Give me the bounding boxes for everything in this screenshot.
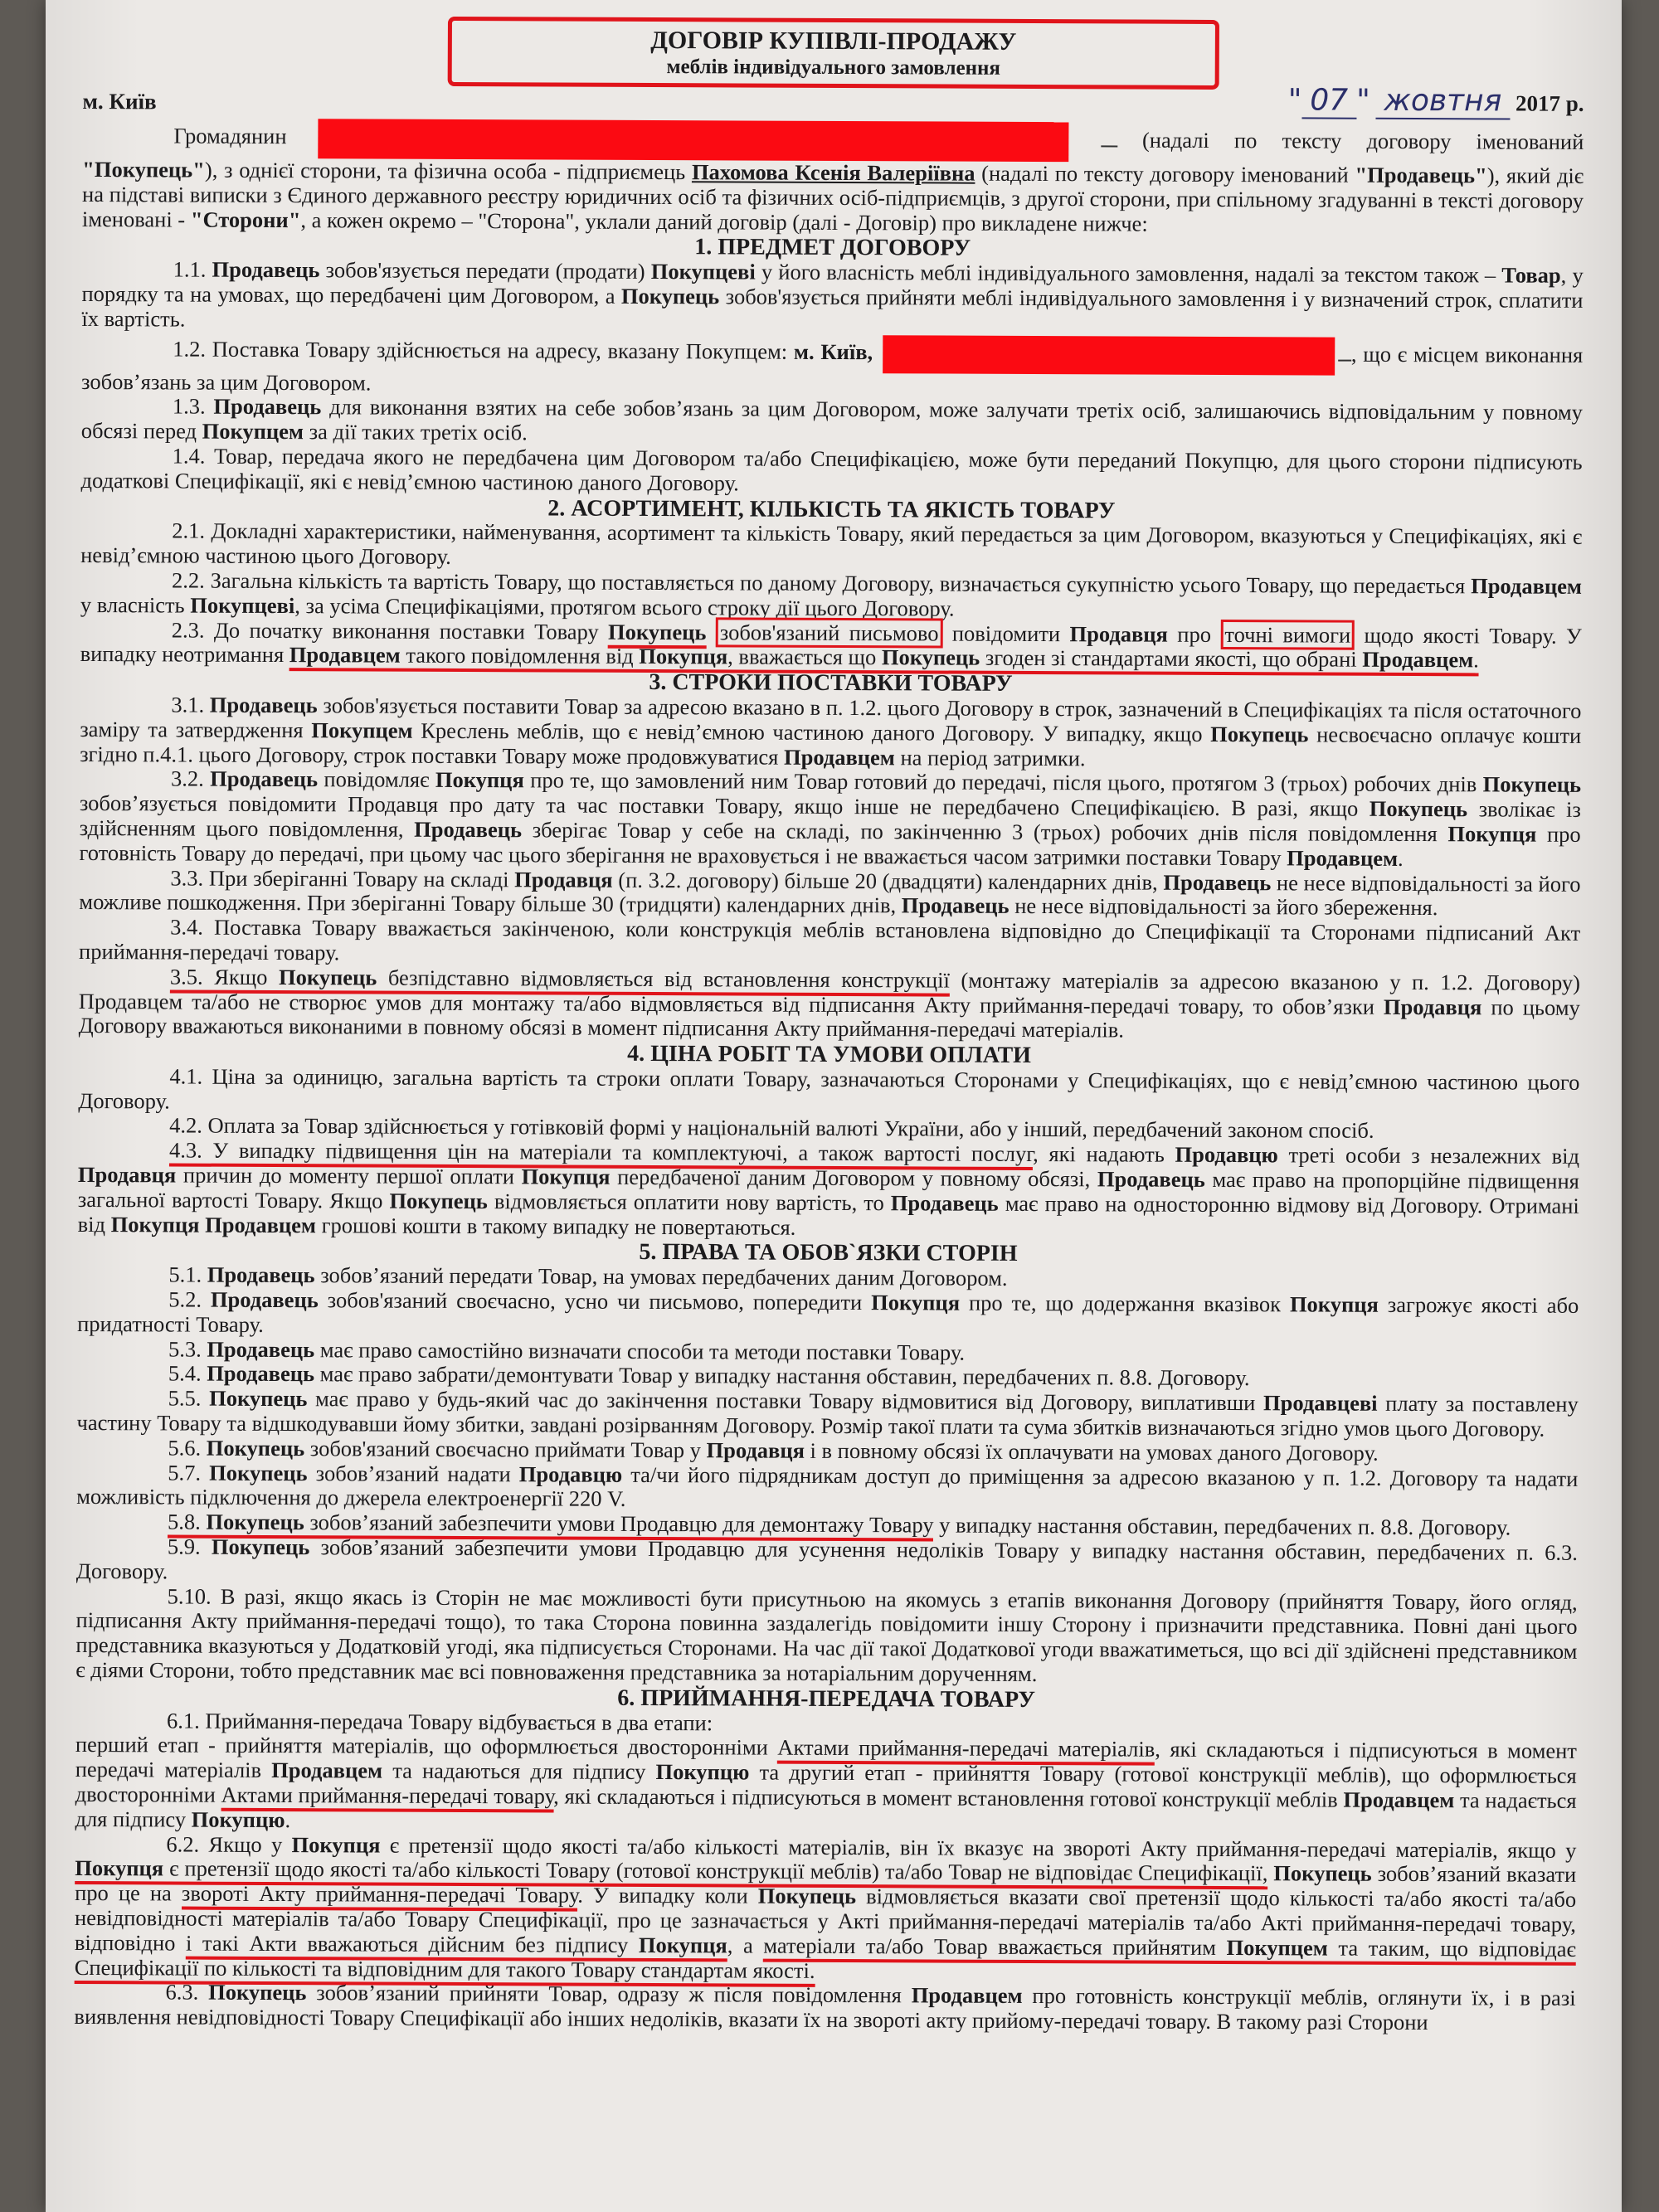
redacted-address [883,335,1335,375]
redacted-buyer-name [319,119,1069,162]
clause-5-9: 5.9. Покупець зобов’язаний забезпечити умови Продавцю для усунення недоліків Товару у випадку настання обставин, передбачених п. 6.3. Договору. [75,1534,1578,1584]
clause-1-1: 1.1. Продавець зобов'язується передати (продати) Покупцеві у його власність меблі індивідуального замовлення, надалі за текстом також – Товар, у порядку та на умовах, що передбачені цим Договором, а Покупець зобов'язується прийняти меблі індивідуального замовлення і у визначений строк, сплатити їх вартість. [81,256,1584,332]
clause-6-1: 6.1. Приймання-передача Товару відбувається в два етапи: [166,1708,713,1735]
clause-6-3: 6.3. Покупець зобов’язаний прийняти Товар, одразу ж після повідомлення Продавцем про готовність конструкції меблів, оглянути їх, і в разі виявлення невідповідності Товару Специфікації або інших недоліків, вказати їх на звороті акту прийому-передачі товару. В такому разі Сторони [74,1979,1576,2035]
highlight-box-in-writing: зобов'язаний письмово [716,617,943,648]
section-2-heading: 2. АСОРТИМЕНТ, КІЛЬКІСТЬ ТА ЯКІСТЬ ТОВАРУ [547,495,1116,523]
date-year: 2017 р. [1515,90,1584,116]
title-highlight-box [448,17,1219,90]
clause-6-1-stages: перший етап - прийняття матеріалів, що оформлюється двосторонніми Актами приймання-передачі матеріалів, які складаються і підписуються в момент передачі матеріалів Продавцем та надаються для підпису Покупцю та другий етап - прийняття Товару (готової конструкції меблів), що оформлюється двосторонніми Актами приймання-передачі товару, які складаються і підписуються в момент встановлення готової конструкції меблів Продавцем та надається для підпису Покупцю. [75,1732,1577,1832]
clause-3-4: 3.4. Поставка Товару вважається закінченою, коли конструкція меблів встановлена відповідно до Специфікації та Сторонами підписаний Акт приймання-передачі товару. [79,914,1581,965]
date-month: жовтня [1375,84,1510,120]
clause-2-2: 2.2. Загальна кількість та вартість Товару, що поставляється по даному Договору, визначається сукупністю усього Товару, що передається Продавцем у власність Покупцеві, за усіма Специфікаціями, протягом всього строку дії цього Договору. [80,567,1583,621]
clause-6-2: 6.2. Якщо у Покупця є претензії щодо якості та/або кількості матеріалів, він їх вказує на звороті Акту приймання-передачі матеріалів, якщо у Покупця є претензії щодо якості та/або кількості Товару (готової конструкції меблів) та/або Товар не відповідає Специфікації, Покупець зобов’язаний вказати про це на звороті Акту приймання-передачі Товару. У випадку коли Покупець відмовляється вказати свої претензії щодо кількості та/або якості та/або невідповідності матеріалів та/або Товару Специфікації, про це зазначається у Акті приймання-передачі матеріалів та/або Акті приймання-передачі товару, відповідно і такі Акти вважаються дійсним без підпису Покупця, а матеріали та/або Товар вважається прийнятим Покупцем та таким, що відповідає Специфікації по кількості та відповідним для такого Товару стандартам якості. [75,1832,1577,1987]
clause-1-2: 1.2. Поставка Товару здійснюється на адресу, вказану Покупцем: м. Київ, , що є місцем виконання зобов’язань за цим Договором. [81,336,1584,396]
clause-5-1: 5.1. Продавець зобов’язаний передати Товар, на умовах передбачених даним Договором. [168,1262,1008,1291]
clause-5-6: 5.6. Покупець зобов'язаний своєчасно приймати Товар у Продавця і в повному обсязі їх оплачувати на умовах даного Договору. [168,1435,1379,1466]
clause-3-5: 3.5. Якщо Покупець безпідставно відмовляється від встановлення конструкції (монтажу матеріалів за адресою вказаною у п. 1.2. Договору) Продавцем та/або не створює умов для монтажу та/або відмовляється від підписання Акту приймання-передачі товару, то обов’язки Продавця по цьому Договору вважаються виконаними в повному обсязі в момент підписання Акту приймання-передачі матеріалів. [78,964,1581,1043]
seller-name: Пахомова Ксенія Валеріївна [691,159,975,186]
clause-5-10: 5.10. В разі, якщо якась із Сторін не має можливості бути присутньою на якомусь з етапів виконання Договору (прийняття Товару, його огляд, підписання Акту приймання-передачі тощо), то така Сторона повинна заздалегідь повідомити іншу Сторону і призначити представника. Повні дані цього представника вказуються у Додатковій угоді, яка підписується Сторонами. На час дії такої Додаткової угоди вважатиметься, що всі дії здійснені представником є діями Сторони, тобто представник має всі повноваження представника за нотаріальним дорученням. [75,1583,1578,1687]
clause-2-1: 2.1. Докладні характеристики, найменування, асортимент та кількість Товару, який передається за цим Договором, вказуються у Специфікаціях, які є невід’ємною частиною цього Договору. [80,518,1583,570]
contract-text [74,15,1584,2036]
preamble: Громадянин (надалі по тексту договору іменований "Покупець"), з однієї сторони, та фізична особа - підприємець Пахомова Ксенія Валеріївна (надалі по тексту договору іменований "Продавець"), який діє на підставі виписки з Єдиного державного реєстру юридичних осіб та фізичних осіб-підприємців, з другої сторони, при спільному згадуванні в тексті договору іменовані - "Сторони", а кожен окремо – "Сторона", уклали даний договір (далі - Договір) про викладене нижче: [82,118,1584,238]
section-6-heading: 6. ПРИЙМАННЯ-ПЕРЕДАЧА ТОВАРУ [617,1685,1036,1713]
section-3-heading: 3. СТРОКИ ПОСТАВКИ ТОВАРУ [649,669,1013,698]
section-4-heading: 4. ЦІНА РОБІТ ТА УМОВИ ОПЛАТИ [627,1040,1032,1069]
clause-4-2: 4.2. Оплата за Товар здійснюється у готівковій формі у національній валюті України, або у інший, передбачений законом спосіб. [169,1112,1374,1144]
clause-5-4: 5.4. Продавець має право забрати/демонтувати Товар у випадку настання обставин, передбачених п. 8.8. Договору. [168,1360,1250,1391]
section-5-heading: 5. ПРАВА ТА ОБОВ`ЯЗКИ СТОРІН [639,1239,1018,1267]
highlight-box-exact-requirements: точні вимоги [1220,620,1355,650]
contract-subtitle: меблів індивідуального замовлення [666,56,1001,80]
clause-4-3: 4.3. У випадку підвищення цін на матеріали та комплектуючі, а також вартості послуг, які надають Продавцю треті особи з незалежних від Продавця причин до моменту першої оплати Покупця передбаченої даним Договором у повному обсязі, Продавець має право на пропорційне підвищення загальної вартості Товару. Якщо Покупець відмовляється оплатити нову вартість, то Продавець має право на односторонню відмову від Договору. Отримані від Покупця Продавцем грошові кошти в такому випадку не повертаються. [77,1137,1580,1240]
clause-2-3: 2.3. До початку виконання поставки Товару Покупець зобов'язаний письмово повідомити Продавця про точні вимоги щодо якості Товару. У випадку неотримання Продавцем такого повідомлення від Покупця, вважається що Покупець згоден зі стандартами якості, що обрані Продавцем. [80,618,1582,673]
clause-3-2: 3.2. Продавець повідомляє Покупця про те, що замовлений ним Товар готовий до передачі, після цього, протягом 3 (трьох) робочих днів Покупець зобов’язується повідомити Продавця про дату та час поставки Товару, якщо інше не передбачено Специфікацією. В разі, якщо Покупець зволікає із здійсненням цього повідомлення, Продавець зберігає Товар у себе на складі, по закінченню 3 (трьох) робочих днів після повідомлення Покупця про готовність Товару до передачі, при цьому час цього зберігання не враховується і не вважається часом затримки поставки Товару Продавцем. [79,766,1582,871]
clause-3-1: 3.1. Продавець зобов'язується поставити Товар за адресою вказано в п. 1.2. цього Договору в строк, зазначений в Специфікаціях та після остаточного заміру та затвердження Покупцем Креслень меблів, що є невід’ємною частиною даного Договору. У випадку, якщо Покупець несвоєчасно оплачує кошти згідно п.4.1. цього Договору, строк поставки Товару може продовжуватися Продавцем на період затримки. [80,692,1582,771]
contract-date: " 07 " жовтня 2017 р. [1288,88,1584,116]
clause-1-4: 1.4. Товар, передача якого не передбачена цим Договором та/або Специфікацією, може бути переданий Покупцю, для цього сторони підписують додаткові Специфікації, які є невід’ємною частиною даного Договору. [80,443,1583,496]
clause-5-7: 5.7. Покупець зобов’язаний надати Продавцю та/чи його підрядникам доступ до приміщення за адресою вказаною у п. 1.2. Договору та надати можливість підключення до джерела електроенергії 220 V. [76,1460,1579,1512]
date-day: 07 [1301,83,1356,119]
clause-1-3: 1.3. Продавець для виконання взятих на себе зобов’язань за цим Договором, може залучати третіх осіб, залишаючись відповідальним у повному обсязі перед Покупцем за дії таких третіх осіб. [80,393,1584,445]
clause-4-1: 4.1. Ціна за одиницю, загальна вартість та строки оплати Товару, зазначаються Сторонами у Специфікаціях, що є невід’ємною частиною цього Договору. [78,1063,1580,1114]
clause-5-8: 5.8. Покупець зобов’язаний забезпечити умови Продавцю для демонтажу Товару у випадку настання обставин, передбачених п. 8.8. Договору. [168,1509,1511,1540]
section-1-heading: 1. ПРЕДМЕТ ДОГОВОРУ [694,234,971,262]
contract-page [46,0,1622,2212]
clause-5-3: 5.3. Продавець має право самостійно визначати способи та методи поставки Товару. [168,1336,966,1365]
clause-5-2: 5.2. Продавець зобов'язаний своєчасно, усно чи письмово, попередити Покупця про те, що додержання вказівок Покупця загрожує якості або придатності Товару. [77,1286,1579,1337]
clause-3-3: 3.3. При зберіганні Товару на складі Продавця (п. 3.2. договору) більше 20 (двадцяти) календарних днів, Продавець не несе відповідальності за його можливе пошкодження. При зберіганні Товару більше 30 (тридцяти) календарних днів, Продавець не несе відповідальності за його збереження. [79,864,1581,921]
city: м. Київ [82,88,157,114]
clause-5-5: 5.5. Покупець має право у будь-який час до закінчення поставки Товару відмовитися від Договору, виплативши Продавцеві плату за поставлену частину Товару та відшкодувавши йому збитки, завдані розірванням Договору. Розмір такої плати та сума збитків визначаються згідно умов цього Договору. [76,1385,1579,1441]
contract-title: ДОГОВІР КУПІВЛІ-ПРОДАЖУ [650,26,1017,56]
